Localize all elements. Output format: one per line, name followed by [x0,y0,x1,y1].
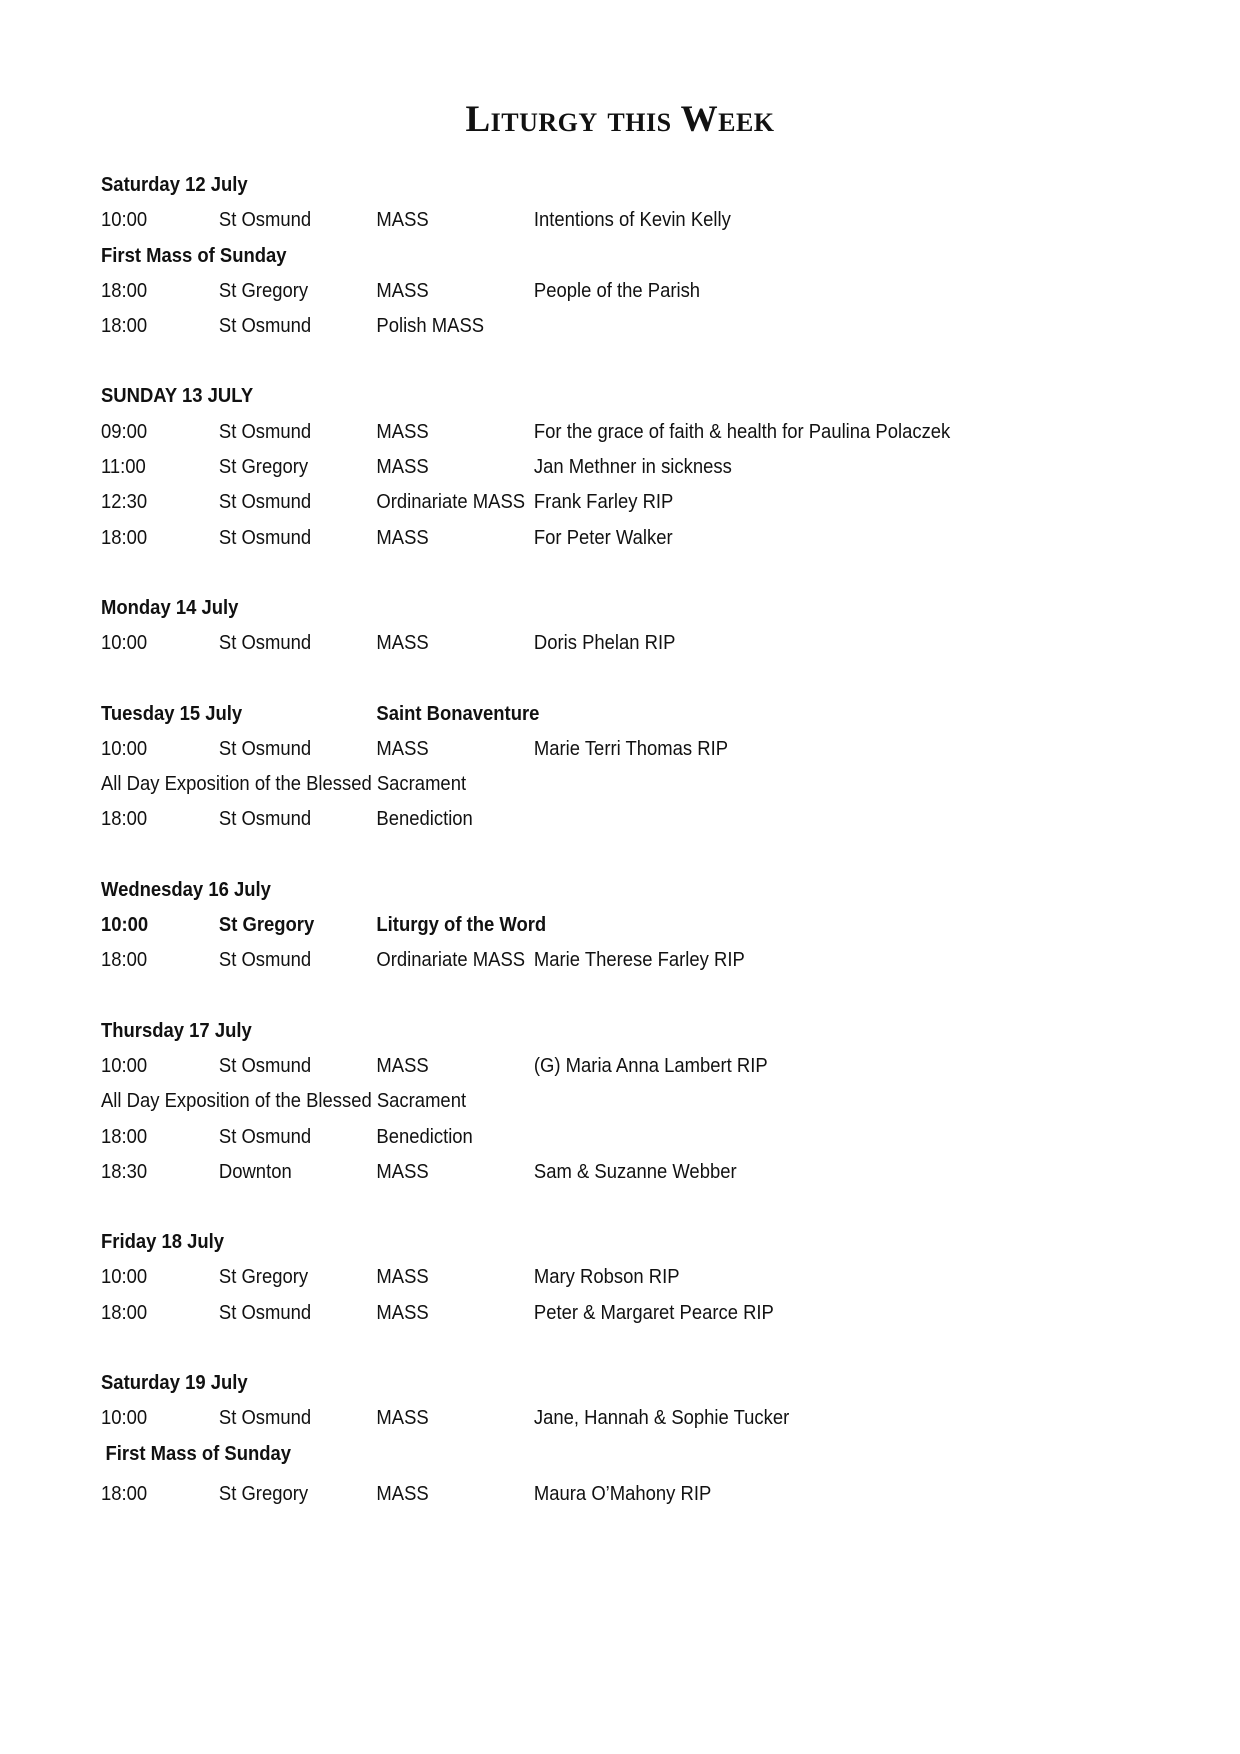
intention-cell: People of the Parish [533,278,701,302]
day-section [101,378,1181,554]
church-cell: St Osmund [218,807,312,831]
church-cell: St Osmund [218,490,312,514]
schedule-row [101,1154,1181,1189]
intention-cell: Doris Phelan RIP [533,631,676,655]
service-cell: MASS [376,1159,429,1183]
church-cell: St Osmund [218,1124,312,1148]
day-heading [101,696,1181,731]
schedule-row [101,1471,1181,1511]
schedule-row [101,801,1181,836]
service-cell: MASS [376,1406,429,1430]
intention-cell: Maura O’Mahony RIP [533,1481,712,1505]
time-cell: 18:00 [101,807,148,831]
church-cell: St Osmund [218,948,312,972]
church-cell: St Gregory [218,913,315,937]
schedule-row [101,1259,1181,1294]
schedule-row [101,1400,1181,1435]
time-cell: 18:00 [101,278,148,302]
service-cell: MASS [376,1053,429,1077]
service-cell: Ordinariate MASS [376,490,526,514]
church-cell: St Osmund [218,419,312,443]
time-cell: 10:00 [101,1053,148,1077]
intention-cell: Intentions of Kevin Kelly [533,208,731,232]
intention-cell [534,308,1181,343]
church-cell: St Osmund [218,1300,312,1324]
time-cell: 10:00 [101,208,148,232]
day-heading [101,238,1181,273]
service-cell: MASS [376,631,429,655]
time-cell: 18:00 [101,1124,148,1148]
schedule-row [101,1048,1181,1083]
intention-cell: (G) Maria Anna Lambert RIP [533,1053,768,1077]
service-cell: Benediction [376,807,473,831]
time-cell: 10:00 [101,1406,148,1430]
church-cell: Downton [218,1159,292,1183]
service-cell: Benediction [376,1124,473,1148]
time-cell: 10:00 [101,736,148,760]
schedule-row [101,942,1181,977]
schedule-row [101,308,1181,343]
day-section [101,1013,1181,1189]
day-heading [101,1224,1181,1259]
service-cell: Polish MASS [376,314,485,338]
day-section [101,1224,1181,1330]
church-cell: St Gregory [218,1265,309,1289]
intention-cell: Mary Robson RIP [533,1265,680,1289]
schedule-row [101,414,1181,449]
heading-text: Monday 14 July [101,595,239,619]
intention-cell: Jan Methner in sickness [533,455,732,479]
time-cell: 18:00 [101,1300,148,1324]
intention-cell: Sam & Suzanne Webber [533,1159,737,1183]
service-cell: MASS [376,525,429,549]
time-cell: 18:00 [101,314,148,338]
time-cell: 18:00 [101,525,148,549]
intention-cell [534,1119,1181,1154]
intention-cell: Marie Terri Thomas RIP [533,736,729,760]
day-heading [101,872,1181,907]
feast-name: Saint Bonaventure [376,701,540,725]
church-cell: St Gregory [218,1481,309,1505]
service-cell: MASS [376,419,429,443]
intention-cell [534,801,1181,836]
day-heading [101,590,1181,625]
heading-text: Tuesday 15 July [101,701,243,725]
day-heading [101,1013,1181,1048]
intention-cell: Frank Farley RIP [533,490,674,514]
day-section [101,1365,1181,1511]
heading-text: SUNDAY 13 JULY [101,384,254,408]
church-cell: St Osmund [218,208,312,232]
church-cell: St Osmund [218,631,312,655]
schedule-row [101,625,1181,660]
day-section [101,872,1181,978]
time-cell: 18:00 [101,1481,148,1505]
schedule-row [101,1119,1181,1154]
time-cell: 11:00 [101,455,146,479]
day-heading [101,1365,1181,1400]
service-cell: MASS [376,1265,429,1289]
church-cell: St Gregory [218,278,309,302]
schedule-row [101,273,1181,308]
note-row [101,1083,1181,1118]
note-text: All Day Exposition of the Blessed Sacrament [101,772,467,796]
schedule-row [101,202,1181,237]
church-cell: St Osmund [218,525,312,549]
schedule-row [101,907,1181,942]
service-cell: MASS [376,278,429,302]
schedule-row [101,449,1181,484]
liturgy-schedule [101,167,1181,1546]
schedule-row [101,520,1181,555]
note-row [101,766,1181,801]
day-heading [101,1436,1186,1471]
day-heading [101,378,1181,413]
day-heading [101,167,1181,202]
heading-text: Wednesday 16 July [101,877,271,901]
heading-text: Saturday 12 July [101,173,248,196]
church-cell: St Osmund [218,1053,312,1077]
service-cell: Ordinariate MASS [376,948,526,972]
time-cell: 10:00 [101,913,149,937]
intention-cell [534,907,1181,942]
day-section [101,590,1181,661]
church-cell: St Osmund [218,1406,312,1430]
service-cell: MASS [376,736,429,760]
schedule-row [101,731,1181,766]
time-cell: 18:30 [101,1159,148,1183]
church-cell: St Osmund [218,736,312,760]
time-cell: 12:30 [101,490,148,514]
intention-cell: For the grace of faith & health for Paulina Polaczek [533,419,951,443]
intention-cell: Marie Therese Farley RIP [533,948,745,972]
service-cell: MASS [376,208,429,232]
note-text: All Day Exposition of the Blessed Sacrament [101,1089,467,1113]
intention-cell: Jane, Hannah & Sophie Tucker [533,1406,790,1430]
heading-text: Saturday 19 July [101,1371,248,1395]
day-section [101,696,1181,837]
service-cell: MASS [376,455,429,479]
service-cell: MASS [376,1481,429,1505]
page-title: Liturgy this Week [465,99,775,140]
schedule-row [101,1295,1181,1330]
time-cell: 18:00 [101,948,148,972]
intention-cell: For Peter Walker [533,525,673,549]
day-section [101,167,1181,343]
time-cell: 10:00 [101,1265,148,1289]
heading-text: Friday 18 July [101,1230,225,1254]
church-cell: St Gregory [218,455,309,479]
heading-text: First Mass of Sunday [101,243,287,267]
intention-cell: Peter & Margaret Pearce RIP [533,1300,774,1324]
schedule-row [101,484,1181,519]
service-cell: Liturgy of the Word [376,913,547,937]
heading-text: Thursday 17 July [101,1018,252,1042]
time-cell: 10:00 [101,631,148,655]
service-cell: MASS [376,1300,429,1324]
time-cell: 09:00 [101,419,148,443]
heading-text: First Mass of Sunday [105,1441,292,1465]
church-cell: St Osmund [218,314,312,338]
